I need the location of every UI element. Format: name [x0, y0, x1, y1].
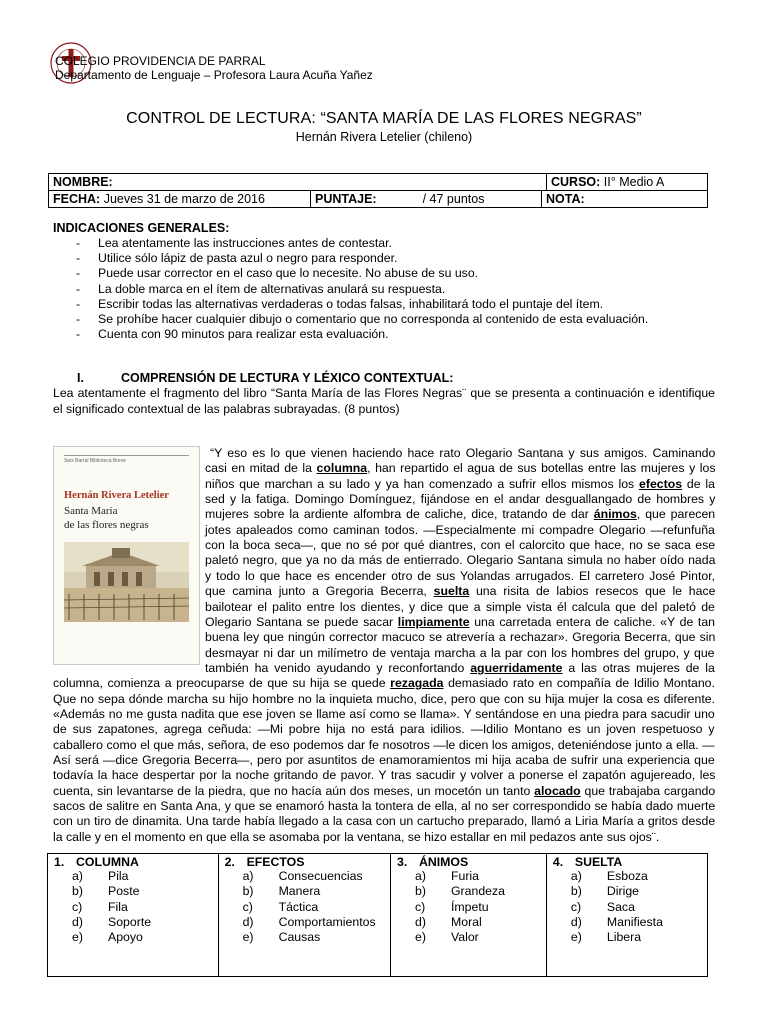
passage-line [53, 707, 715, 722]
underlined-word: rezagada [390, 676, 444, 691]
option-text: Ímpetu [450, 899, 489, 914]
question-heading [52, 855, 214, 869]
cover-illustration [64, 542, 189, 622]
question-cell [390, 854, 546, 977]
passage-text: , que parecen [636, 507, 716, 522]
curso-label: CURSO: [551, 175, 601, 189]
indicaciones-list [76, 236, 648, 342]
question-word: COLUMNA [76, 855, 139, 869]
option-letter: e) [72, 930, 83, 945]
cover-author: Hernán Rivera Letelier [64, 490, 169, 501]
passage-text: con la boca seca—, que no sé por qué diantres, con el calorcito que hace, no se saca ese [205, 538, 716, 553]
option-letter: b) [414, 884, 426, 899]
passage-text: bailotear el palito entre los dientes, y dice que a simple vista él calcula que del paletó de [205, 599, 715, 614]
option-letter: d) [72, 914, 83, 929]
page-subtitle-author: Hernán Rivera Letelier (chileno) [295, 130, 473, 144]
puntaje-cell[interactable] [311, 191, 542, 208]
passage-line [205, 477, 715, 492]
underlined-word: ánimos [593, 507, 637, 522]
option-letter: a) [242, 869, 254, 883]
passage-text: «Además no me gusta nadita que ese joven se llame así como se llama». Y sentándose en una piedra para sacudir uno [53, 706, 715, 721]
option-text: Manera [278, 884, 321, 899]
option-text: Manifiesta [606, 914, 663, 929]
option-letter: c) [570, 899, 582, 914]
curso-cell[interactable] [547, 174, 708, 191]
fecha-cell [49, 191, 311, 208]
student-info-table [48, 173, 708, 208]
option-letter: c) [414, 899, 426, 914]
nota-cell[interactable] [542, 191, 708, 208]
question-heading [551, 855, 703, 869]
option-text: Moral [450, 914, 482, 929]
option-letter: b) [570, 884, 582, 899]
underlined-word: limpiamente [397, 614, 470, 629]
option-text: Pila [108, 869, 129, 883]
option-text: Comportamientos [278, 914, 376, 929]
answer-option[interactable] [52, 900, 214, 915]
passage-line [53, 722, 715, 737]
passage-text: Así será —dice Gregoria Becerra—, pero por asuntitos de enamoramientos mi hija acaba de sufrir una experiencia que [53, 753, 715, 767]
question-heading [223, 855, 386, 869]
passage-text: paletó negro, que ya no da más de entierrado. Olegario Santana simula no haber oído nada [205, 553, 716, 568]
answer-option[interactable] [223, 884, 386, 899]
question-cell [546, 854, 707, 977]
cover-title-line2: de las flores negras [64, 519, 149, 531]
passage-line [53, 753, 715, 768]
option-text: Táctica [278, 899, 319, 914]
passage-line [53, 676, 715, 691]
passage-line [53, 814, 715, 829]
passage-text: con un tiro de dinamita. Una tarde había llegado a la casa con un cartucho preparado, llamó a Liria María a gritos desde [53, 814, 716, 829]
section-title: COMPRENSIÓN DE LECTURA Y LÉXICO CONTEXTUAL: [121, 371, 454, 385]
underlined-word: columna [316, 461, 368, 476]
option-text: Causas [278, 930, 321, 945]
passage-text: a las otras mujeres de la [562, 660, 715, 675]
underlined-word: suelta [433, 584, 470, 599]
answer-option[interactable] [395, 930, 542, 945]
indicacion-item: - Utilice sólo lápiz de pasta azul o negro para responder. [76, 251, 648, 266]
question-heading [395, 855, 542, 869]
page-title: CONTROL DE LECTURA: “SANTA MARÍA DE LAS FLORES NEGRAS” [126, 110, 642, 127]
indicacion-item: - La doble marca en el ítem de alternativas anulará su respuesta. [76, 282, 648, 297]
school-header [55, 54, 373, 82]
passage-line [53, 738, 715, 753]
answer-option[interactable] [551, 930, 703, 945]
passage-text: también ha venido ayudando y reconfortando [205, 660, 471, 675]
answer-option[interactable] [395, 884, 542, 899]
answer-option[interactable] [395, 900, 542, 915]
indicacion-item: - Se prohíbe hacer cualquier dibujo o comentario que no corresponda al contenido de esta evaluación. [76, 312, 648, 327]
passage-text: “Y eso es lo que vienen haciendo hace rato Olegario Santana y sus amigos. Caminando [210, 446, 716, 460]
passage-text: , han repartido el agua de sus botellas entre las mujeres y los [367, 461, 716, 476]
book-cover-image [53, 446, 200, 665]
passage-text: Que no sepa dónde marcha su hijo hombre no la inquieta mucho, dice, pero que con su hija mujer la cosa es diferente. [53, 691, 716, 706]
option-text: Valor [450, 930, 479, 945]
passage-text: que trabajaba cargando [580, 783, 716, 798]
fecha-label: FECHA: [53, 192, 101, 206]
answer-option[interactable] [52, 930, 214, 945]
answer-option[interactable] [52, 869, 214, 884]
section-number: I. [77, 371, 84, 385]
passage-line [205, 492, 715, 507]
passage-text: de sus zapatones, agrega ceñuda: —Mi pobre hija no está para idilios. —Idilio Montano es un joven respetuoso y [53, 722, 715, 737]
option-text: Libera [606, 930, 642, 945]
option-letter: a) [570, 869, 582, 883]
questions-row [48, 854, 708, 977]
question-number: 1. [54, 855, 65, 869]
answer-option[interactable] [52, 915, 214, 930]
option-letter: e) [414, 930, 426, 945]
vocabulary-questions-table [47, 853, 708, 977]
option-letter: a) [72, 869, 83, 883]
indicacion-item: - Puede usar corrector en el caso que lo necesite. No abuse de su uso. [76, 266, 648, 281]
option-letter: d) [414, 914, 426, 929]
passage-text: jotes apaleados como caminan todos. —Especialmente mi compadre Olegario —refunfuña [205, 522, 715, 537]
indicacion-item: - Lea atentamente las instrucciones antes de contestar. [76, 236, 648, 251]
school-name: COLEGIO PROVIDENCIA DE PARRAL [55, 54, 266, 68]
passage-text: buena ley que ningún corrector macuco se atrevería a rechazar». Gregoria Becerra, que sin [205, 630, 716, 645]
option-text: Poste [108, 884, 140, 899]
answer-option[interactable] [223, 869, 386, 884]
passage-line [210, 446, 715, 461]
passage-line [53, 784, 715, 799]
option-letter: c) [242, 899, 253, 914]
answer-option[interactable] [223, 915, 386, 930]
passage-text: una carretada entera de caliche. «Y de tan [469, 614, 716, 629]
passage-line [205, 584, 715, 599]
option-text: Soporte [108, 914, 152, 929]
option-letter: b) [72, 884, 83, 899]
option-text: Furia [450, 869, 480, 883]
answer-option[interactable] [223, 930, 386, 945]
passage-text: que camina junto a Gregoria Becerra, [205, 584, 434, 599]
underlined-word: alocado [534, 783, 581, 798]
question-word: ÁNIMOS [418, 855, 469, 869]
passage-text: niños que marchan a su lado y ya han comenzado a sufrir ellos mismos los [205, 476, 640, 491]
passage-line [205, 615, 715, 630]
passage-text: y todo lo que hace es encender otro de sus Yolandas arrugados. El carretero José Pintor, [205, 568, 716, 583]
passage-line [205, 630, 715, 645]
passage-line [205, 523, 715, 538]
answer-option[interactable] [551, 900, 703, 915]
passage-text: desmayar ni dar un milímetro de ventaja marcha a la par con los hombres del grupo, y que [205, 645, 715, 660]
passage-text: Olegario Santana se puede sacar [205, 614, 398, 629]
passage-text: la calle y en el momento en que ella se asomaba por la ventana, se hizo estallar en mil pedazos ante sus ojos¨. [53, 829, 660, 844]
option-letter: c) [72, 899, 83, 914]
passage-line [205, 507, 715, 522]
option-text: Dirige [606, 884, 639, 899]
passage-line [205, 600, 715, 615]
option-text: Fila [108, 899, 128, 914]
answer-option[interactable] [223, 900, 386, 915]
option-text: Apoyo [108, 930, 143, 945]
passage-text: sacos de salitre en Santa Ana, y que se enamoró hasta la tontera de ella, al no ser correspondido se había dado muerte [53, 799, 716, 814]
answer-option[interactable] [551, 884, 703, 899]
passage-line [53, 830, 659, 845]
passage-line [205, 553, 715, 568]
underlined-word: efectos [639, 476, 683, 491]
passage-line [205, 569, 715, 584]
question-number: 2. [224, 855, 235, 869]
question-number: 4. [552, 855, 564, 869]
puntaje-value: / 47 puntos [422, 192, 485, 206]
puntaje-label: PUNTAJE: [315, 192, 377, 206]
section-heading [77, 371, 453, 385]
passage-text: todavía la hace despertar por la noche gritando de pavor. Y tras sacudir y volver a ponerse el zapatón agujereado, les [53, 768, 716, 783]
passage-text: una risita de labios resecos que le hace [469, 584, 716, 599]
question-cell [48, 854, 219, 977]
passage-line [205, 538, 715, 553]
answer-option[interactable] [551, 869, 703, 884]
passage-line [205, 661, 715, 676]
passage-text: demasiado rato en compañía de Idilio Montano. [443, 676, 715, 691]
option-letter: e) [570, 930, 582, 945]
option-letter: d) [570, 914, 582, 929]
nota-label: NOTA: [546, 192, 585, 206]
option-letter: e) [242, 930, 254, 945]
option-text: Esboza [606, 869, 648, 883]
nombre-cell[interactable] [49, 174, 547, 191]
department-line: Departamento de Lenguaje – Profesora Laura Acuña Yañez [55, 68, 373, 82]
option-letter: a) [414, 869, 426, 883]
cover-title-line1: Santa María [64, 505, 118, 517]
cover-series: Seix Barral Biblioteca Breve [64, 458, 126, 464]
question-number: 3. [396, 855, 408, 869]
passage-line [53, 799, 715, 814]
question-word: EFECTOS [246, 855, 305, 869]
fecha-value: Jueves 31 de marzo de 2016 [103, 192, 265, 206]
option-text: Consecuencias [278, 869, 363, 883]
passage-text: sed y la fatiga. Domingo Domínguez, fijándose en el andar desguallangado de hombres y [205, 492, 716, 507]
option-letter: b) [242, 884, 254, 899]
indicacion-item: - Cuenta con 90 minutos para realizar esta evaluación. [76, 327, 648, 342]
answer-option[interactable] [52, 884, 214, 899]
passage-text: caballero como el que más, señora, de eso podemos dar fe nosotros —le dicen los amigos, deteniéndose junto a ella. — [53, 737, 715, 752]
passage-text: mujeres sobre la ardiente alfombra de caliche, dice, tratando de dar [205, 507, 594, 522]
answer-option[interactable] [395, 869, 542, 884]
nombre-label: NOMBRE: [53, 175, 113, 189]
question-cell [218, 854, 390, 977]
passage-line [205, 646, 715, 661]
passage-line [53, 692, 715, 707]
passage-text: casi en mitad de la [205, 461, 317, 476]
curso-value: II° Medio A [603, 175, 665, 189]
passage-line [53, 768, 715, 783]
question-word: SUELTA [574, 855, 623, 869]
option-text: Grandeza [450, 884, 505, 899]
option-text: Saca [606, 899, 635, 914]
passage-line [205, 461, 715, 476]
option-letter: d) [242, 914, 254, 929]
answer-option[interactable] [551, 915, 703, 930]
passage-text: cuenta, sin levantarse de la piedra, que no hacía aún dos meses, un mocetón un tanto [53, 783, 535, 798]
indicacion-item: - Escribir todas las alternativas verdaderas o todas falsas, inhabilitará todo el puntaje del ítem. [76, 297, 648, 312]
passage-text: columna, comienza a preocuparse de que su hija se quede [53, 676, 391, 691]
underlined-word: aguerridamente [470, 660, 563, 675]
answer-option[interactable] [395, 915, 542, 930]
passage-text: de la [682, 476, 715, 491]
indicaciones-title: INDICACIONES GENERALES: [53, 221, 230, 235]
section-instructions: Lea atentamente el fragmento del libro “Santa María de las Flores Negras¨ que se presenta a continuación e identifique el significado contextual de las palabras subrayadas. (8 puntos) [53, 386, 715, 416]
